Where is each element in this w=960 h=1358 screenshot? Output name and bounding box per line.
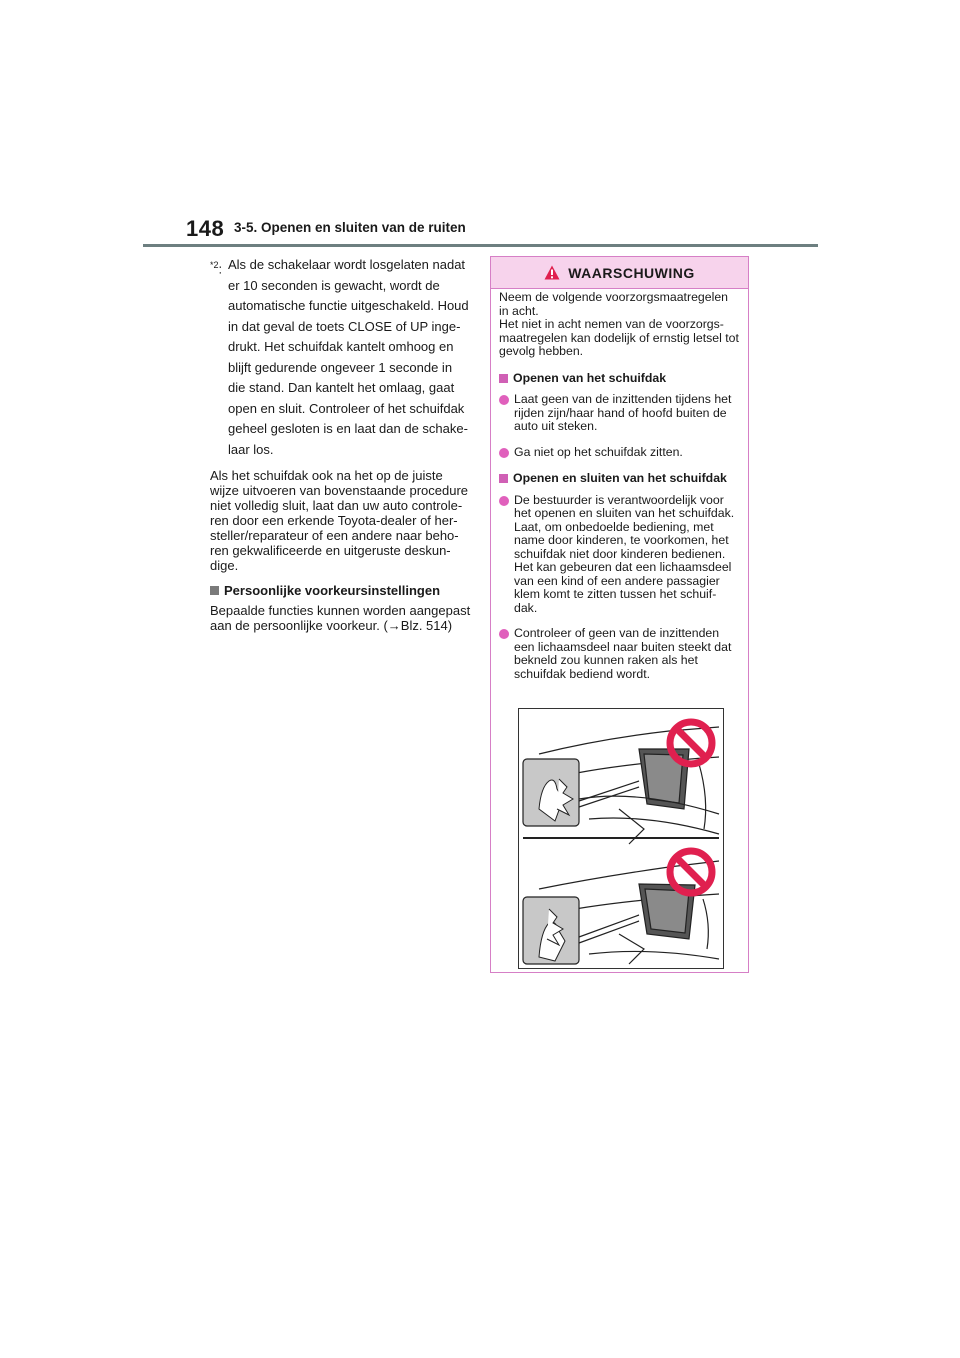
bullet-dot-icon	[499, 496, 509, 506]
footnote-text: Als de schakelaar wordt losgelaten nadat er 10 seconden is gewacht, wordt de automatische functie uitgeschakeld. Houd in dat geval de toets CLOSE of UP inge-drukt. Het schuifdak kantelt omhoog en blijft gedurende ongeveer 1 seconde in die stand. Dan kantelt het omlaag, gaat open en sluit. Controleer of het schuifdak geheel gesloten is en laat dan de schake-laar los.	[228, 257, 469, 457]
warning-section-heading	[499, 372, 739, 386]
warning-item-text: Ga niet op het schuifdak zitten.	[514, 444, 683, 459]
procedure-paragraph: Als het schuifdak ook na het op de juiste wijze uitvoeren van bovenstaande procedure niet volledig sluit, laat dan uw auto controle-ren door een erkende Toyota-dealer of her-steller/reparateur of een andere naar beho-ren gekwalificeerde en uitgeruste deskun-dige.	[210, 468, 469, 573]
bullet-dot-icon	[499, 629, 509, 639]
square-bullet-icon	[499, 374, 508, 383]
footnote	[210, 255, 472, 460]
warning-item	[499, 627, 739, 681]
warning-item	[499, 446, 739, 460]
sunroof-drawing	[519, 709, 723, 968]
warning-item-text: De bestuurder is verantwoordelijk voor het openen en sluiten van het schuifdak. Laat, om onbedoelde bediening, met name door kinderen, te voorkomen, het schuifdak niet door kinderen bedienen. Het kan gebeuren dat een lichaamsdeel van een kind of een andere passagier klem komt te zitten tussen het schuif-dak.	[514, 492, 735, 615]
preferences-heading-text: Persoonlijke voorkeursinstellingen	[224, 583, 441, 598]
warning-header	[491, 257, 748, 289]
warning-item	[499, 393, 739, 434]
page-number: 148	[186, 216, 225, 241]
warning-section-heading-text: Openen van het schuifdak	[513, 370, 667, 385]
sunroof-illustration	[518, 708, 724, 969]
section-title: 3-5. Openen en sluiten van de ruiten	[234, 220, 466, 235]
preferences-heading	[210, 583, 472, 598]
left-column	[210, 255, 472, 633]
preferences-paragraph: Bepaalde functies kunnen worden aangepast aan de persoonlijke voorkeur. (→Blz. 514)	[210, 603, 471, 633]
prohibition-icon	[670, 722, 712, 764]
footnote-marker: $^{*2}$:	[210, 260, 223, 277]
warning-item-text: Controleer of geen van de inzittenden een lichaamsdeel naar buiten steekt dat bekneld zou kunnen raken als het schuifdak bediend wordt.	[514, 626, 732, 681]
warning-title: WAARSCHUWING	[568, 264, 695, 281]
bullet-dot-icon	[499, 395, 509, 405]
warning-item-text: Laat geen van de inzittenden tijdens het rijden zijn/haar hand of hoofd buiten de auto uit steken.	[514, 392, 732, 433]
warning-intro: Neem de volgende voorzorgsmaatregelen in acht. Het niet in acht nemen van de voorzorgs-maatregelen kan dodelijk of ernstig letsel tot gevolg hebben.	[499, 290, 739, 358]
header-divider	[143, 244, 818, 247]
warning-box	[490, 256, 749, 973]
warning-section-heading-text: Openen en sluiten van het schuifdak	[513, 471, 727, 485]
warning-item	[499, 494, 739, 616]
warning-body	[491, 291, 748, 681]
warning-triangle-icon	[544, 265, 560, 280]
warning-section-heading	[499, 472, 739, 486]
bullet-dot-icon	[499, 448, 509, 458]
square-bullet-icon	[499, 474, 508, 483]
square-bullet-icon	[210, 586, 219, 595]
